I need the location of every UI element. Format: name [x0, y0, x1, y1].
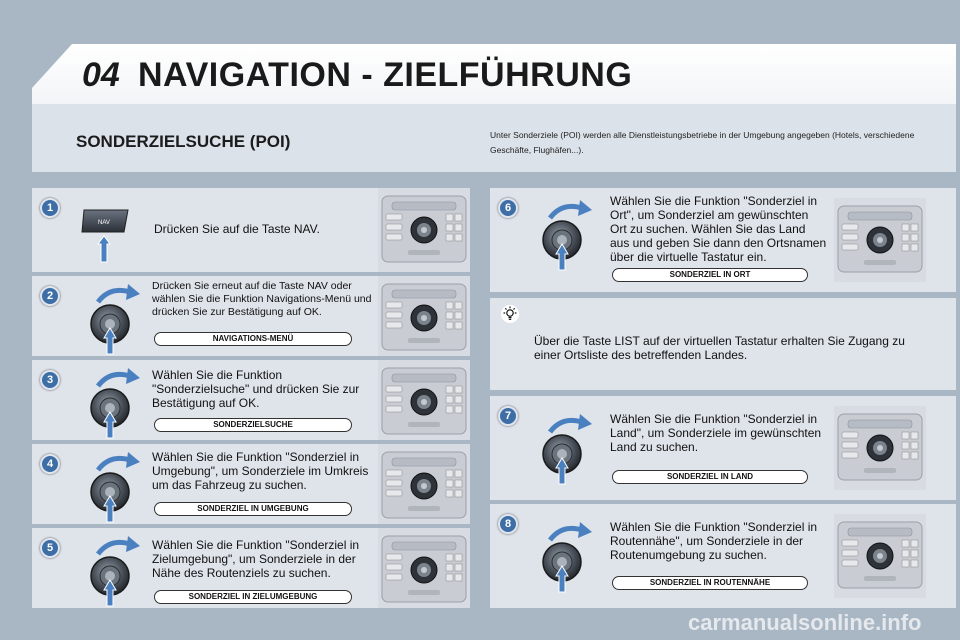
lightbulb-icon: [500, 304, 520, 324]
section-title: SONDERZIELSUCHE (POI): [76, 132, 291, 151]
rotary-knob-icon: [536, 196, 606, 277]
step-text: Wählen Sie die Funktion "Sonderziel in Zielumgebung", um Sonderziele in der Nähe des Routenziels zu suchen.: [152, 538, 360, 580]
watermark: carmanualsonline.info: [688, 610, 922, 635]
menu-label-pill: NAVIGATIONS-MENÜ: [154, 332, 352, 346]
radio-panel-icon: [834, 514, 926, 598]
step-number-badge: 6: [498, 198, 518, 218]
rotary-knob-icon: [536, 518, 606, 599]
menu-label-pill: SONDERZIEL IN UMGEBUNG: [154, 502, 352, 516]
radio-panel-icon: [378, 188, 470, 272]
step-text: Wählen Sie die Funktion "Sonderziel in Land", um Sonderziele im gewünschten Land zu suchen.: [610, 412, 822, 454]
intro-text: Unter Sonderziele (POI) werden alle Dienstleistungsbetriebe in der Umgebung angegeben (Hotels, verschiedene Geschäfte, Flughäfen...).: [490, 130, 915, 155]
step-number-badge: 8: [498, 514, 518, 534]
rotary-knob-icon: [84, 280, 154, 361]
step-number-badge: 7: [498, 406, 518, 426]
step-3: [32, 360, 470, 440]
page-title: NAVIGATION - ZIELFÜHRUNG: [138, 56, 633, 94]
radio-panel-icon: [378, 528, 470, 608]
radio-panel-icon: [378, 444, 470, 524]
step-1: [32, 188, 470, 272]
step-text: Wählen Sie die Funktion "Sonderziel in Ort", um Sonderziel am gewünschten Ort zu suchen. Wählen Sie das Land aus und geben Sie dann den Ortsnamen über die virtuelle Tastatur ein.: [610, 194, 827, 264]
step-4: [32, 444, 470, 524]
menu-label-pill: SONDERZIEL IN ZIELUMGEBUNG: [154, 590, 352, 604]
menu-label-pill: SONDERZIELSUCHE: [154, 418, 352, 432]
step-6: [490, 188, 956, 292]
step-number-badge: 5: [40, 538, 60, 558]
rotary-knob-icon: [84, 448, 154, 529]
tip-text: Über die Taste LIST auf der virtuellen Tastatur erhalten Sie Zugang zu einer Ortsliste des betreffenden Landes.: [534, 334, 905, 362]
step-text: Drücken Sie auf die Taste NAV.: [154, 222, 320, 236]
nav-button-label: NAV: [98, 220, 110, 226]
radio-panel-icon: [378, 360, 470, 440]
step-text: Drücken Sie erneut auf die Taste NAV oder wählen Sie die Funktion Navigations-Menü und drücken Sie zur Bestätigung auf OK.: [152, 280, 372, 318]
chapter-number: 04: [82, 56, 120, 94]
nav-button-icon: [78, 206, 126, 234]
step-number-badge: 2: [40, 286, 60, 306]
step-7: [490, 396, 956, 500]
step-2: [32, 276, 470, 356]
step-text: Wählen Sie die Funktion "Sonderzielsuche" und drücken Sie zur Bestätigung auf OK.: [152, 368, 360, 410]
step-number-badge: 1: [40, 198, 60, 218]
menu-label-pill: SONDERZIEL IN ROUTENNÄHE: [612, 576, 808, 590]
step-text: Wählen Sie die Funktion "Sonderziel in Routennähe", um Sonderziele in der Routenumgebung zu suchen.: [610, 520, 818, 562]
rotary-knob-icon: [84, 532, 154, 613]
menu-label-pill: SONDERZIEL IN ORT: [612, 268, 808, 282]
radio-panel-icon: [834, 406, 926, 490]
rotary-knob-icon: [536, 410, 606, 491]
step-text: Wählen Sie die Funktion "Sonderziel in Umgebung", um Sonderziele im Umkreis um das Fahrzeug zu suchen.: [152, 450, 369, 492]
menu-label-pill: SONDERZIEL IN LAND: [612, 470, 808, 484]
step-8: [490, 504, 956, 608]
radio-panel-icon: [378, 276, 470, 356]
radio-panel-icon: [834, 198, 926, 282]
step-number-badge: 4: [40, 454, 60, 474]
step-number-badge: 3: [40, 370, 60, 390]
step-5: [32, 528, 470, 608]
rotary-knob-icon: [84, 364, 154, 445]
tip-box: [490, 298, 956, 390]
